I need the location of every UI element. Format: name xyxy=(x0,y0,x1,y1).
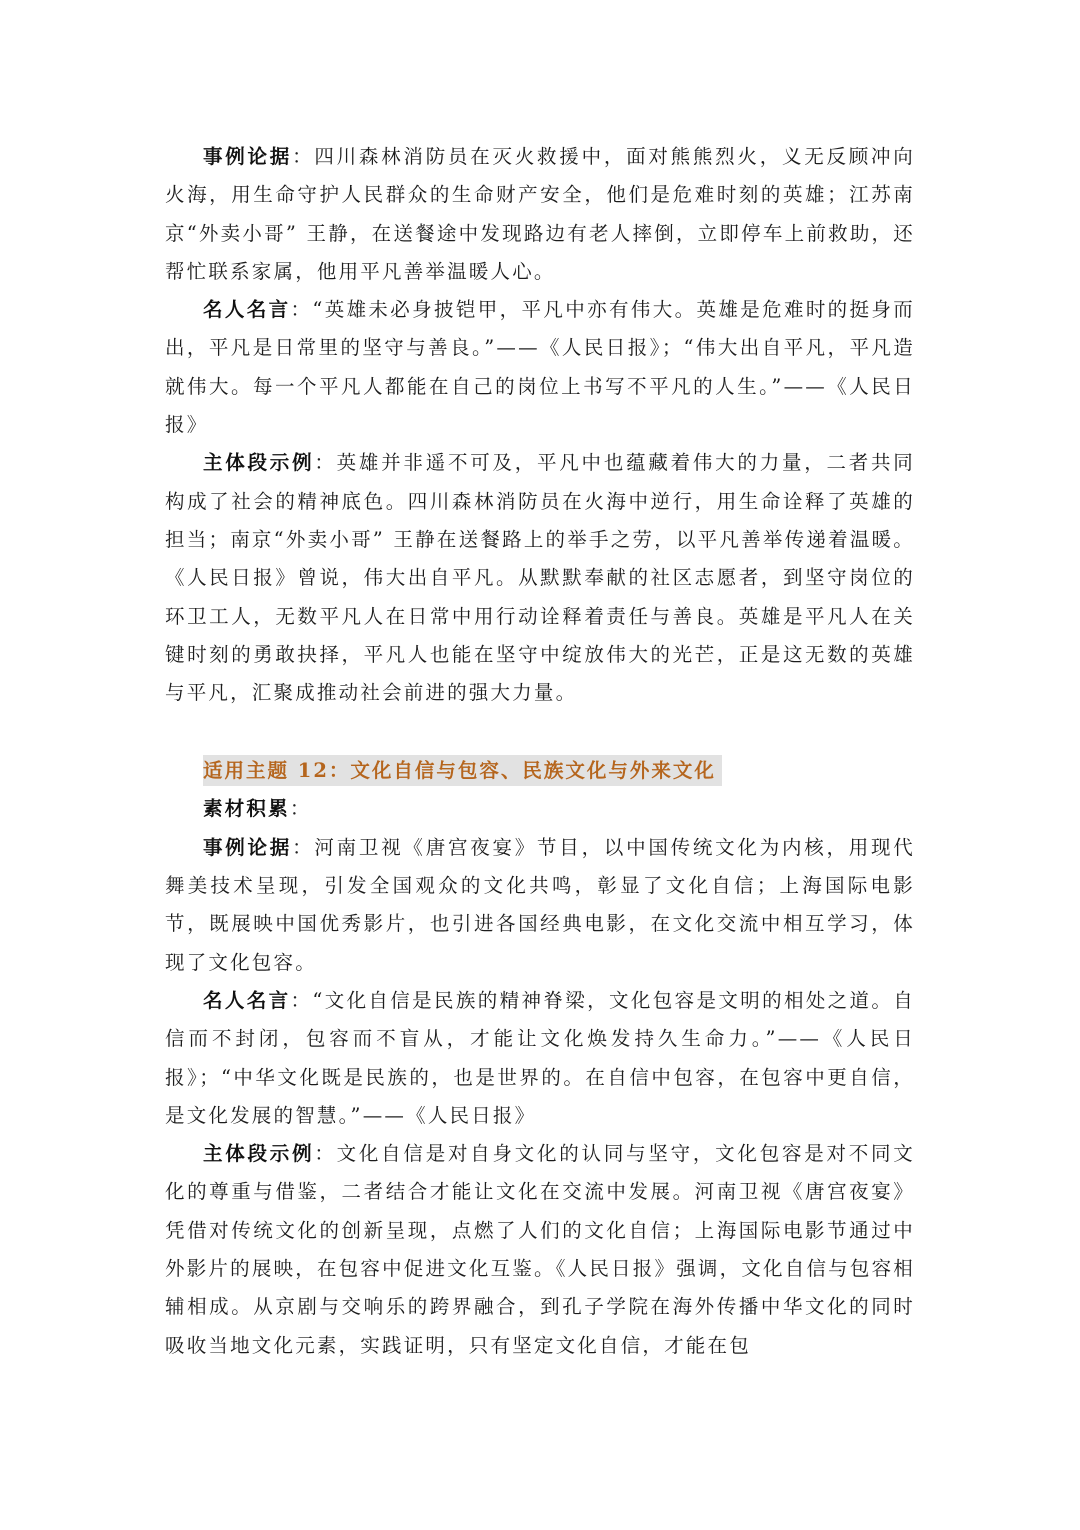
label-colon: ： xyxy=(292,835,315,859)
example-text: 河南卫视《唐宫夜宴》节目，以中国传统文化为内核，用现代舞美技术呈现，引发全国观众的文化共鸣，彰显了文化自信；上海国际电影节，既展映中国优秀影片，也引进各国经典电影，在文化交流中相互学习，体现了文化包容。 xyxy=(165,835,916,974)
body-paragraph-heroes xyxy=(165,444,915,712)
label-colon: ： xyxy=(314,1142,337,1166)
material-heading xyxy=(165,790,915,828)
example-label: 事例论据 xyxy=(203,145,293,168)
document-page xyxy=(165,138,915,1365)
example-label: 事例论据 xyxy=(203,835,293,859)
body-text: 文化自信是对自身文化的认同与坚守，文化包容是对不同文化的尊重与借鉴，二者结合才能让文化在交流中发展。河南卫视《唐宫夜宴》凭借对传统文化的创新呈现，点燃了人们的文化自信；上海国际电影节通过中外影片的展映，在包容中促进文化互鉴。《人民日报》强调，文化自信与包容相辅相成。从京剧与交响乐的跨界融合，到孔子学院在海外传播中华文化的同时吸收当地文化元素，实践证明，只有坚定文化自信，才能在包 xyxy=(165,1142,916,1357)
label-colon: ： xyxy=(290,988,313,1012)
quote-paragraph-heroes xyxy=(165,291,915,444)
label-colon: ： xyxy=(314,451,337,475)
label-colon: ： xyxy=(292,145,315,168)
theme-heading-row xyxy=(165,750,915,790)
section-gap xyxy=(165,712,915,750)
quote-text: “英雄未必身披铠甲，平凡中亦有伟大。英雄是危难时的挺身而出，平凡是日常里的坚守与善良。”——《人民日报》；“伟大出自平凡，平凡造就伟大。每一个平凡人都能在自己的岗位上书写不平凡的人生。”——《人民日报》 xyxy=(165,298,915,437)
body-paragraph-culture xyxy=(165,1135,915,1365)
quote-label: 名人名言 xyxy=(203,988,291,1012)
example-text: 四川森林消防员在灭火救援中，面对熊熊烈火，义无反顾冲向火海，用生命守护人民群众的生命财产安全，他们是危难时刻的英雄；江苏南京“外卖小哥” 王静，在送餐途中发现路边有老人摔倒，立即停车上前救助，还帮忙联系家属，他用平凡善举温暖人心。 xyxy=(165,145,916,283)
body-label: 主体段示例 xyxy=(203,1142,315,1166)
example-paragraph-culture xyxy=(165,829,915,982)
example-paragraph-heroes xyxy=(165,138,915,291)
body-label: 主体段示例 xyxy=(203,451,315,475)
quote-paragraph-culture xyxy=(165,982,915,1135)
quote-label: 名人名言 xyxy=(203,298,291,322)
theme-heading: 适用主题 12：文化自信与包容、民族文化与外来文化 xyxy=(203,755,722,786)
quote-text: “文化自信是民族的精神脊梁，文化包容是文明的相处之道。自信而不封闭，包容而不盲从，才能让文化焕发持久生命力。”——《人民日报》；“中华文化既是民族的，也是世界的。在自信中包容，在包容中更自信，是文化发展的智慧。”——《人民日报》 xyxy=(165,988,915,1127)
label-colon: ： xyxy=(289,797,312,821)
label-colon: ： xyxy=(290,298,313,322)
material-label: 素材积累 xyxy=(203,797,290,821)
body-text: 英雄并非遥不可及，平凡中也蕴藏着伟大的力量，二者共同构成了社会的精神底色。四川森林消防员在火海中逆行，用生命诠释了英雄的担当；南京“外卖小哥” 王静在送餐路上的举手之劳，以平凡善举传递着温暖。《人民日报》曾说，伟大出自平凡。从默默奉献的社区志愿者，到坚守岗位的环卫工人，无数平凡人在日常中用行动诠释着责任与善良。英雄是平凡人在关键时刻的勇敢抉择，平凡人也能在坚守中绽放伟大的光芒，正是这无数的英雄与平凡，汇聚成推动社会前进的强大力量。 xyxy=(165,451,916,705)
